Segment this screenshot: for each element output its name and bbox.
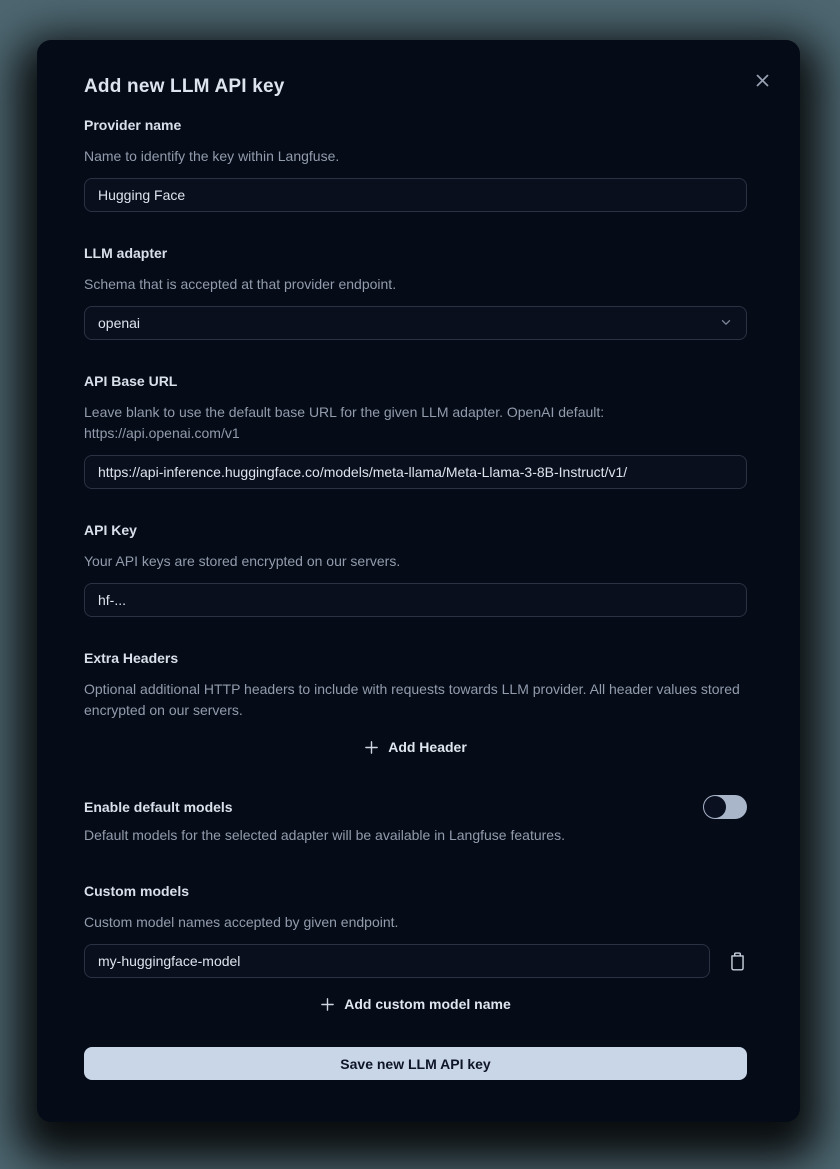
custom-models-field bbox=[84, 882, 747, 1012]
custom-models-description: Custom model names accepted by given endpoint. bbox=[84, 914, 399, 930]
llm-adapter-field bbox=[84, 244, 747, 340]
save-llm-api-key-button[interactable]: Save new LLM API key bbox=[84, 1047, 747, 1080]
custom-model-name-input[interactable] bbox=[84, 944, 710, 978]
provider-name-field bbox=[84, 116, 747, 212]
delete-custom-model-button[interactable] bbox=[728, 951, 747, 972]
api-base-url-input[interactable] bbox=[84, 455, 747, 489]
api-key-description: Your API keys are stored encrypted on our servers. bbox=[84, 553, 401, 569]
enable-default-models-description: Default models for the selected adapter will be available in Langfuse features. bbox=[84, 827, 565, 843]
toggle-thumb bbox=[704, 796, 726, 818]
custom-models-label: Custom models bbox=[84, 883, 190, 899]
api-base-url-field bbox=[84, 372, 747, 489]
dialog-title: Add new LLM API key bbox=[84, 76, 285, 97]
extra-headers-field bbox=[84, 649, 747, 755]
llm-adapter-select[interactable] bbox=[84, 306, 747, 340]
plus-icon bbox=[364, 740, 379, 755]
provider-name-input[interactable] bbox=[84, 178, 747, 212]
close-button[interactable] bbox=[753, 71, 771, 89]
llm-adapter-description: Schema that is accepted at that provider endpoint. bbox=[84, 276, 397, 292]
llm-adapter-selected-value: openai bbox=[98, 315, 141, 331]
add-header-button[interactable] bbox=[364, 739, 467, 755]
api-key-label: API Key bbox=[84, 522, 137, 538]
chevron-down-icon bbox=[719, 315, 733, 332]
extra-headers-description: Optional additional HTTP headers to include with requests towards LLM provider. All header values stored encrypted on our servers. bbox=[84, 681, 740, 718]
enable-default-models-label: Enable default models bbox=[84, 799, 233, 815]
add-custom-model-button-label: Add custom model name bbox=[344, 996, 511, 1012]
provider-name-description: Name to identify the key within Langfuse. bbox=[84, 148, 340, 164]
llm-adapter-label: LLM adapter bbox=[84, 245, 168, 261]
api-base-url-label: API Base URL bbox=[84, 373, 178, 389]
api-key-field bbox=[84, 521, 747, 617]
plus-icon bbox=[320, 997, 335, 1012]
enable-default-models-field bbox=[84, 795, 747, 846]
close-icon bbox=[755, 73, 770, 88]
add-header-button-label: Add Header bbox=[388, 739, 467, 755]
add-llm-api-key-dialog bbox=[37, 40, 800, 1122]
enable-default-models-toggle[interactable] bbox=[703, 795, 747, 819]
api-base-url-description: Leave blank to use the default base URL for the given LLM adapter. OpenAI default: https://api.openai.com/v1 bbox=[84, 404, 605, 441]
api-key-input[interactable] bbox=[84, 583, 747, 617]
trash-icon bbox=[728, 951, 747, 972]
extra-headers-label: Extra Headers bbox=[84, 650, 179, 666]
add-custom-model-button[interactable] bbox=[320, 996, 510, 1012]
provider-name-label: Provider name bbox=[84, 117, 182, 133]
